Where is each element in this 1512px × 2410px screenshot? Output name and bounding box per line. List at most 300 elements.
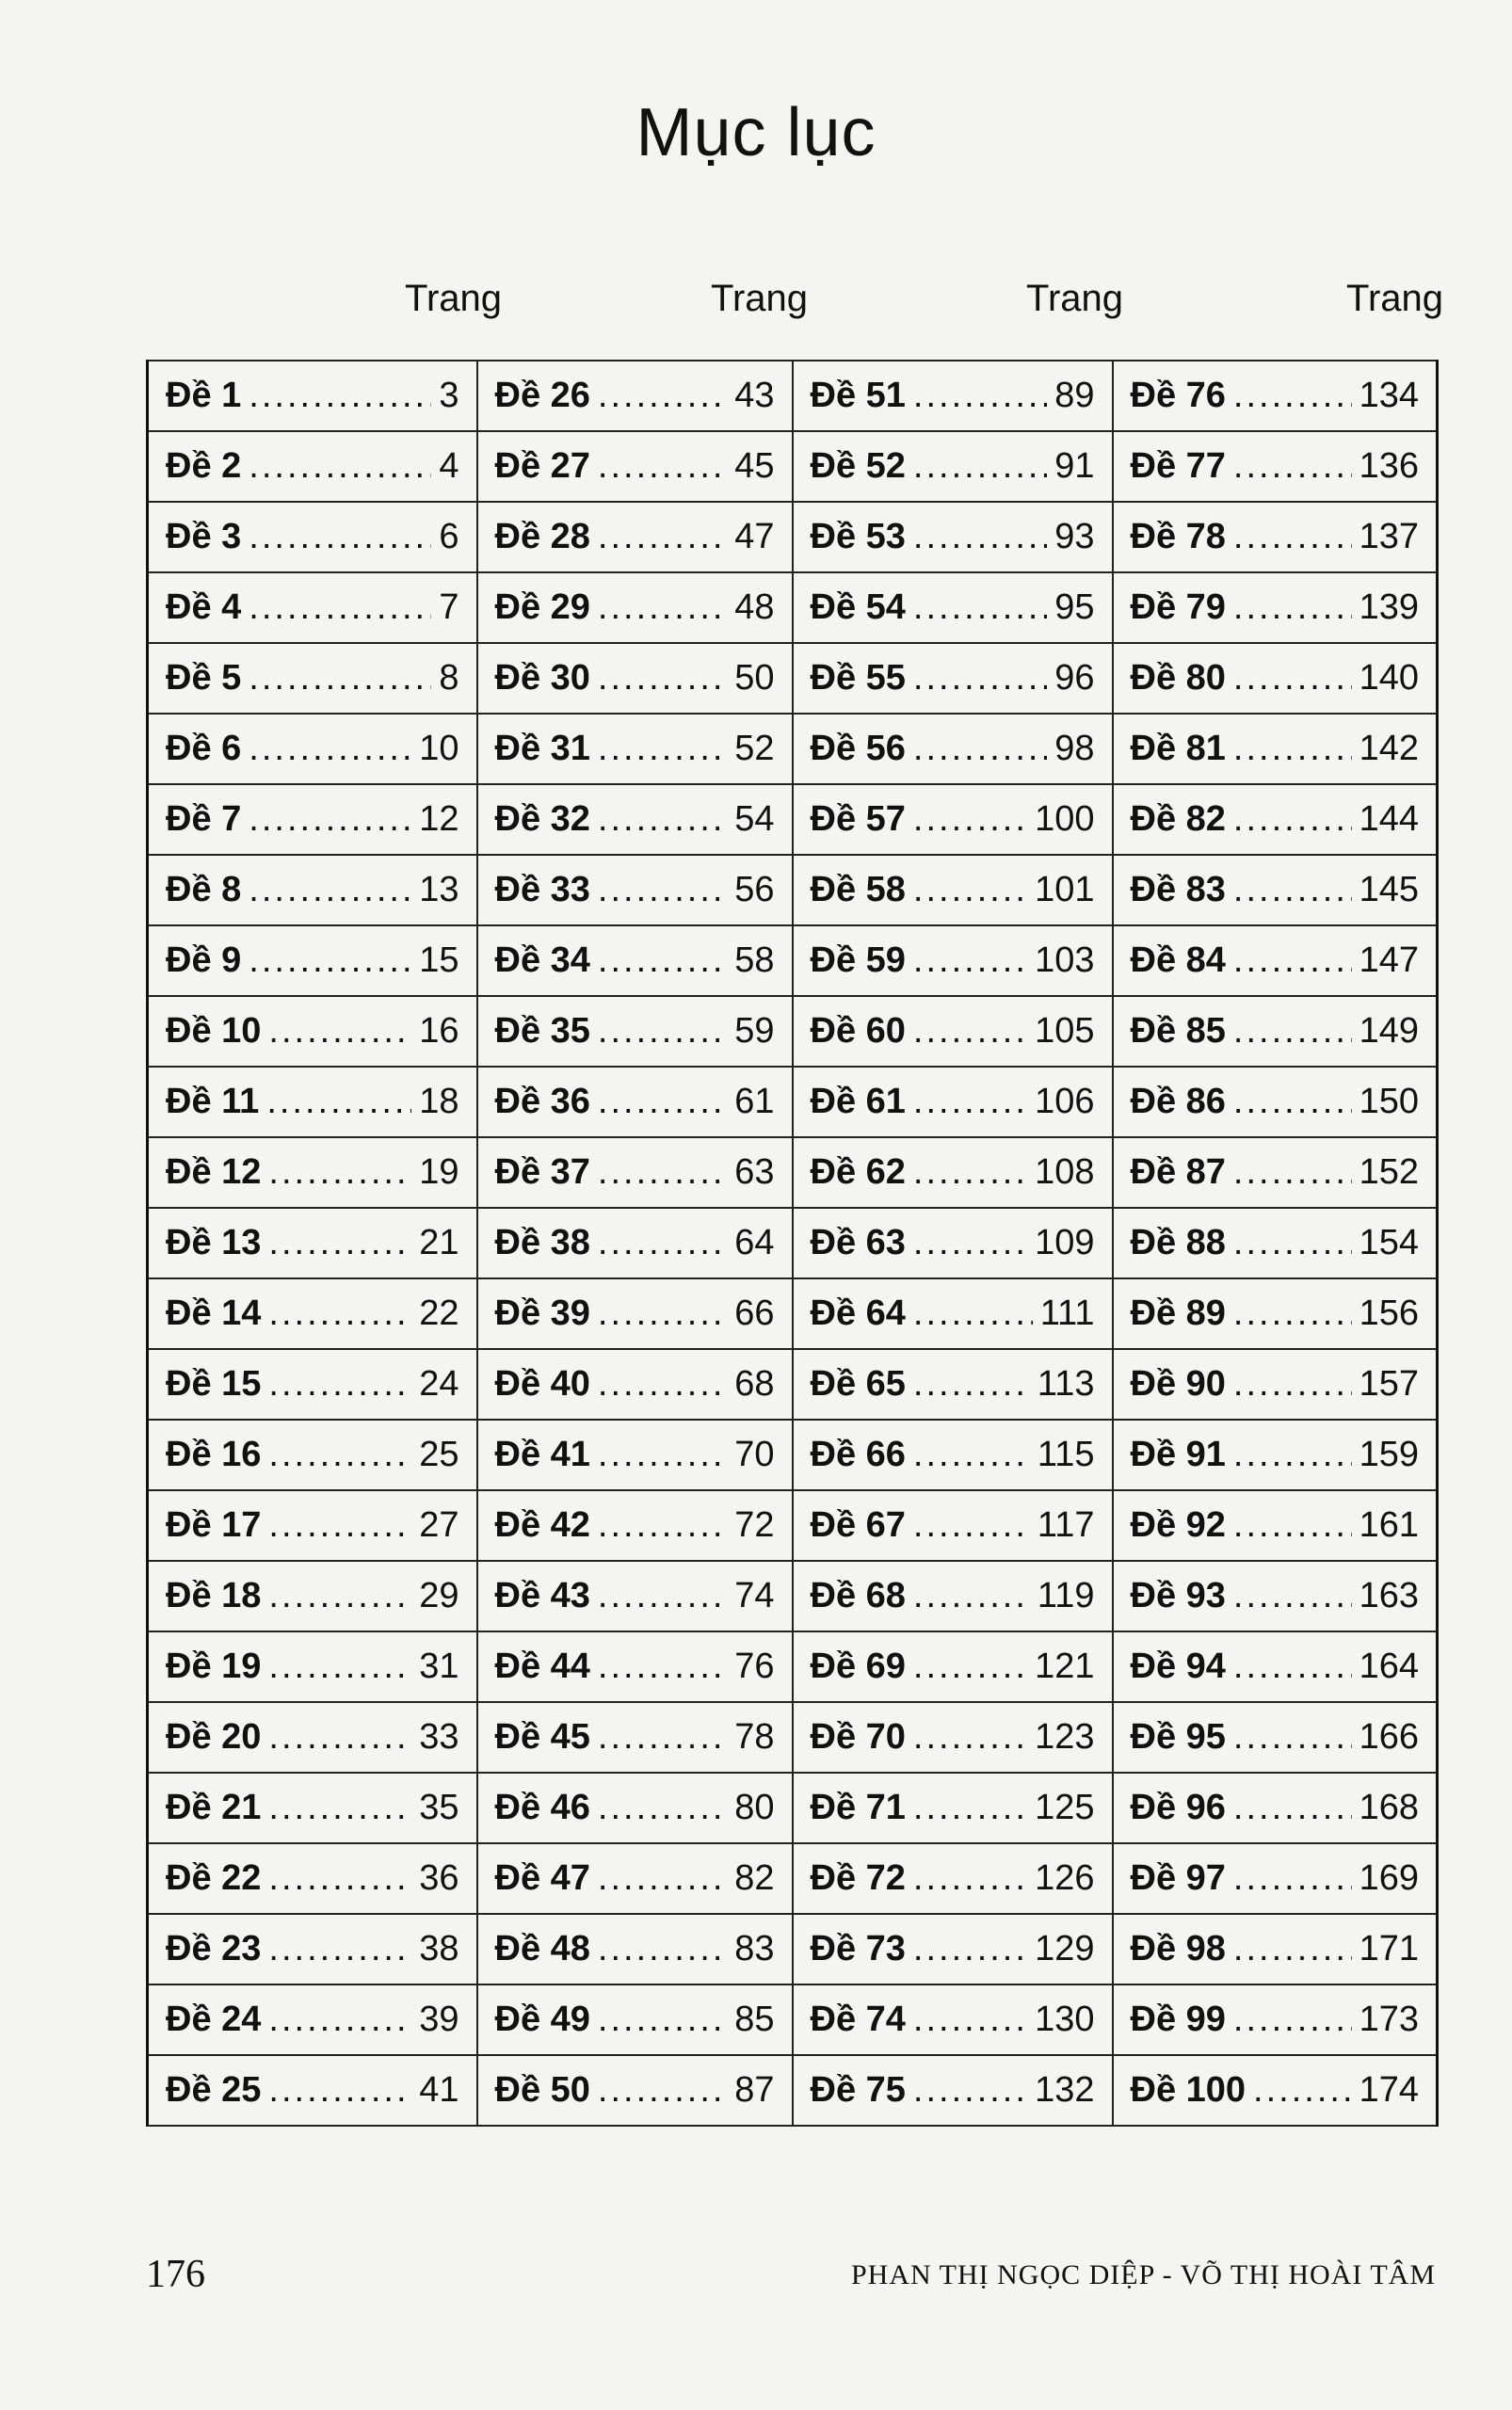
- dot-leader: [598, 1011, 727, 1052]
- entry-label: Đề 100: [1130, 2070, 1247, 2110]
- entry-page: 83: [734, 1929, 775, 1968]
- dot-leader: [249, 799, 411, 840]
- dot-leader: [1233, 446, 1352, 487]
- toc-entry: [793, 361, 1113, 431]
- entry-page: 171: [1359, 1929, 1419, 1968]
- entry-page: 61: [734, 1082, 775, 1121]
- entry-page: 50: [734, 658, 775, 698]
- entry-label: Đề 77: [1130, 446, 1226, 486]
- toc-entry: [1113, 2055, 1438, 2126]
- entry-label: Đề 97: [1130, 1858, 1226, 1898]
- entry-page: 4: [439, 446, 459, 486]
- toc-entry: [148, 1137, 477, 1208]
- toc-entry: [1113, 1984, 1438, 2055]
- column-headers: [146, 278, 1444, 334]
- entry-label: Đề 65: [810, 1364, 906, 1404]
- toc-entry: [477, 643, 793, 714]
- dot-leader: [913, 1364, 1030, 1405]
- entry-label: Đề 58: [810, 870, 906, 909]
- toc-entry: [477, 1561, 793, 1631]
- toc-entry: [1113, 1561, 1438, 1631]
- entry-label: Đề 76: [1130, 376, 1226, 415]
- entry-label: Đề 62: [810, 1152, 906, 1192]
- entry-page: 101: [1035, 870, 1095, 909]
- toc-entry: [148, 1278, 477, 1349]
- entry-page: 72: [734, 1505, 775, 1545]
- entry-label: Đề 14: [166, 1293, 262, 1333]
- entry-page: 117: [1037, 1505, 1095, 1545]
- entry-page: 48: [734, 587, 775, 627]
- entry-page: 41: [419, 2070, 459, 2110]
- entry-label: Đề 43: [494, 1576, 590, 1615]
- toc-entry: [793, 1561, 1113, 1631]
- entry-label: Đề 33: [494, 870, 590, 909]
- toc-entry: [477, 1773, 793, 1843]
- entry-page: 85: [734, 2000, 775, 2039]
- dot-leader: [913, 1788, 1027, 1828]
- toc-entry: [477, 572, 793, 643]
- toc-entry: [793, 572, 1113, 643]
- toc-entry: [1113, 1631, 1438, 1702]
- entry-label: Đề 81: [1130, 729, 1226, 768]
- dot-leader: [249, 517, 431, 557]
- entry-label: Đề 2: [166, 446, 242, 486]
- entry-page: 108: [1035, 1152, 1095, 1192]
- entry-label: Đề 72: [810, 1858, 906, 1898]
- toc-entry: [477, 431, 793, 502]
- entry-page: 136: [1359, 446, 1419, 486]
- dot-leader: [598, 1647, 727, 1687]
- dot-leader: [268, 2070, 411, 2111]
- toc-entry: [1113, 1278, 1438, 1349]
- entry-page: 126: [1035, 1858, 1095, 1898]
- toc-entry: [477, 2055, 793, 2126]
- dot-leader: [1233, 1929, 1352, 1969]
- entry-label: Đề 83: [1130, 870, 1226, 909]
- toc-row: [148, 1278, 1438, 1349]
- entry-page: 119: [1037, 1576, 1095, 1615]
- dot-leader: [1233, 1082, 1352, 1122]
- toc-entry: [1113, 1420, 1438, 1490]
- toc-entry: [148, 572, 477, 643]
- dot-leader: [913, 1505, 1030, 1546]
- toc-entry: [793, 1278, 1113, 1349]
- toc-row: [148, 1702, 1438, 1773]
- toc-entry: [793, 1208, 1113, 1278]
- dot-leader: [1233, 658, 1352, 699]
- toc-entry: [477, 925, 793, 996]
- toc-row: [148, 1420, 1438, 1490]
- dot-leader: [1233, 1364, 1352, 1405]
- entry-label: Đề 89: [1130, 1293, 1226, 1333]
- toc-entry: [477, 1490, 793, 1561]
- dot-leader: [268, 1929, 411, 1969]
- dot-leader: [913, 1152, 1027, 1193]
- dot-leader: [249, 870, 411, 910]
- toc-entry: [793, 784, 1113, 855]
- entry-label: Đề 30: [494, 658, 590, 698]
- entry-page: 130: [1035, 2000, 1095, 2039]
- dot-leader: [598, 1293, 727, 1334]
- entry-label: Đề 56: [810, 729, 906, 768]
- toc-entry: [793, 502, 1113, 572]
- dot-leader: [268, 1152, 411, 1193]
- entry-label: Đề 67: [810, 1505, 906, 1545]
- dot-leader: [913, 870, 1027, 910]
- toc-row: [148, 1349, 1438, 1420]
- entry-label: Đề 22: [166, 1858, 262, 1898]
- toc-entry: [148, 1843, 477, 1914]
- entry-page: 47: [734, 517, 775, 556]
- toc-entry: [793, 1490, 1113, 1561]
- entry-page: 106: [1035, 1082, 1095, 1121]
- toc-entry: [148, 1773, 477, 1843]
- toc-row: [148, 502, 1438, 572]
- dot-leader: [913, 2000, 1027, 2040]
- entry-page: 163: [1359, 1576, 1419, 1615]
- toc-entry: [477, 1843, 793, 1914]
- dot-leader: [268, 2000, 411, 2040]
- dot-leader: [249, 940, 411, 981]
- toc-entry: [477, 1631, 793, 1702]
- dot-leader: [913, 1011, 1027, 1052]
- toc-entry: [148, 784, 477, 855]
- toc-row: [148, 784, 1438, 855]
- entry-label: Đề 95: [1130, 1717, 1226, 1757]
- toc-row: [148, 1490, 1438, 1561]
- entry-label: Đề 71: [810, 1788, 906, 1827]
- toc-entry: [793, 2055, 1113, 2126]
- entry-page: 168: [1359, 1788, 1419, 1827]
- entry-page: 145: [1359, 870, 1419, 909]
- author-line: PHAN THỊ NGỌC DIỆP - VÕ THỊ HOÀI TÂM: [851, 2259, 1436, 2290]
- entry-page: 113: [1037, 1364, 1095, 1404]
- entry-label: Đề 18: [166, 1576, 262, 1615]
- dot-leader: [913, 1223, 1027, 1263]
- dot-leader: [1233, 729, 1352, 769]
- entry-page: 95: [1054, 587, 1095, 627]
- toc-entry: [1113, 1208, 1438, 1278]
- entry-label: Đề 51: [810, 376, 906, 415]
- toc-row: [148, 2055, 1438, 2126]
- dot-leader: [913, 1293, 1033, 1334]
- toc-entry: [793, 1914, 1113, 1984]
- dot-leader: [1233, 1788, 1352, 1828]
- toc-entry: [148, 1561, 477, 1631]
- toc-entry: [148, 714, 477, 784]
- toc-entry: [793, 996, 1113, 1067]
- dot-leader: [1233, 1293, 1352, 1334]
- entry-label: Đề 41: [494, 1435, 590, 1474]
- toc-row: [148, 1631, 1438, 1702]
- entry-page: 21: [419, 1223, 459, 1262]
- dot-leader: [913, 446, 1047, 487]
- toc-entry: [148, 643, 477, 714]
- entry-label: Đề 46: [494, 1788, 590, 1827]
- toc-entry: [793, 1349, 1113, 1420]
- entry-label: Đề 70: [810, 1717, 906, 1757]
- dot-leader: [249, 376, 431, 416]
- entry-label: Đề 40: [494, 1364, 590, 1404]
- dot-leader: [1233, 517, 1352, 557]
- toc-entry: [477, 1349, 793, 1420]
- dot-leader: [1233, 587, 1352, 628]
- page-footer: [146, 2252, 1436, 2308]
- entry-page: 87: [734, 2070, 775, 2110]
- toc-entry: [1113, 361, 1438, 431]
- dot-leader: [268, 1717, 411, 1758]
- toc-entry: [793, 431, 1113, 502]
- dot-leader: [249, 658, 431, 699]
- entry-label: Đề 39: [494, 1293, 590, 1333]
- dot-leader: [598, 446, 727, 487]
- entry-page: 52: [734, 729, 775, 768]
- entry-page: 6: [439, 517, 459, 556]
- toc-row: [148, 1914, 1438, 1984]
- entry-page: 43: [734, 376, 775, 415]
- entry-label: Đề 74: [810, 2000, 906, 2039]
- entry-page: 123: [1035, 1717, 1095, 1757]
- entry-label: Đề 44: [494, 1647, 590, 1686]
- dot-leader: [598, 2070, 727, 2111]
- toc-row: [148, 572, 1438, 643]
- entry-page: 150: [1359, 1082, 1419, 1121]
- entry-label: Đề 4: [166, 587, 242, 627]
- dot-leader: [249, 446, 431, 487]
- entry-page: 25: [419, 1435, 459, 1474]
- dot-leader: [268, 1011, 411, 1052]
- page-number: 176: [146, 2253, 205, 2296]
- dot-leader: [1253, 2070, 1352, 2111]
- toc-entry: [1113, 855, 1438, 925]
- dot-leader: [1233, 1717, 1352, 1758]
- entry-page: 115: [1037, 1435, 1095, 1474]
- column-header-1: Trang: [405, 278, 503, 319]
- entry-label: Đề 11: [166, 1082, 260, 1121]
- dot-leader: [913, 1082, 1027, 1122]
- entry-page: 134: [1359, 376, 1419, 415]
- entry-label: Đề 27: [494, 446, 590, 486]
- dot-leader: [249, 587, 431, 628]
- toc-entry: [1113, 1843, 1438, 1914]
- entry-page: 18: [419, 1082, 459, 1121]
- toc-entry: [793, 714, 1113, 784]
- entry-page: 12: [419, 799, 459, 839]
- dot-leader: [598, 870, 727, 910]
- entry-label: Đề 86: [1130, 1082, 1226, 1121]
- dot-leader: [913, 1435, 1030, 1475]
- entry-label: Đề 38: [494, 1223, 590, 1262]
- toc-row: [148, 431, 1438, 502]
- toc-table: [146, 360, 1439, 2127]
- column-header-4: Trang: [1346, 278, 1444, 319]
- entry-label: Đề 79: [1130, 587, 1226, 627]
- entry-label: Đề 98: [1130, 1929, 1226, 1968]
- entry-page: 7: [439, 587, 459, 627]
- dot-leader: [1233, 1435, 1352, 1475]
- entry-label: Đề 21: [166, 1788, 262, 1827]
- toc-entry: [1113, 1773, 1438, 1843]
- entry-page: 78: [734, 1717, 775, 1757]
- entry-page: 93: [1054, 517, 1095, 556]
- entry-page: 33: [419, 1717, 459, 1757]
- entry-label: Đề 47: [494, 1858, 590, 1898]
- toc-entry: [793, 1631, 1113, 1702]
- entry-label: Đề 8: [166, 870, 242, 909]
- toc-entry: [477, 1067, 793, 1137]
- entry-label: Đề 34: [494, 940, 590, 980]
- entry-page: 121: [1035, 1647, 1095, 1686]
- toc-row: [148, 1843, 1438, 1914]
- entry-label: Đề 45: [494, 1717, 590, 1757]
- entry-page: 157: [1359, 1364, 1419, 1404]
- entry-page: 140: [1359, 658, 1419, 698]
- dot-leader: [598, 1788, 727, 1828]
- entry-label: Đề 28: [494, 517, 590, 556]
- toc-entry: [793, 1773, 1113, 1843]
- entry-label: Đề 26: [494, 376, 590, 415]
- toc-entry: [1113, 1137, 1438, 1208]
- dot-leader: [913, 658, 1047, 699]
- entry-page: 111: [1039, 1293, 1095, 1333]
- toc-entry: [148, 925, 477, 996]
- toc-entry: [148, 431, 477, 502]
- entry-page: 27: [419, 1505, 459, 1545]
- toc-entry: [477, 1702, 793, 1773]
- entry-label: Đề 66: [810, 1435, 906, 1474]
- dot-leader: [1233, 2000, 1352, 2040]
- dot-leader: [913, 517, 1047, 557]
- toc-row: [148, 996, 1438, 1067]
- entry-label: Đề 91: [1130, 1435, 1226, 1474]
- toc-entry: [1113, 714, 1438, 784]
- dot-leader: [913, 940, 1027, 981]
- entry-label: Đề 42: [494, 1505, 590, 1545]
- dot-leader: [268, 1223, 411, 1263]
- entry-label: Đề 52: [810, 446, 906, 486]
- dot-leader: [913, 1576, 1030, 1616]
- toc-row: [148, 855, 1438, 925]
- entry-label: Đề 20: [166, 1717, 262, 1757]
- entry-page: 149: [1359, 1011, 1419, 1051]
- dot-leader: [913, 1929, 1027, 1969]
- entry-page: 80: [734, 1788, 775, 1827]
- toc-entry: [793, 643, 1113, 714]
- entry-label: Đề 1: [166, 376, 242, 415]
- entry-page: 166: [1359, 1717, 1419, 1757]
- toc-entry: [793, 1137, 1113, 1208]
- dot-leader: [1233, 1223, 1352, 1263]
- entry-label: Đề 82: [1130, 799, 1226, 839]
- dot-leader: [249, 729, 411, 769]
- entry-label: Đề 23: [166, 1929, 262, 1968]
- dot-leader: [268, 1858, 411, 1899]
- dot-leader: [598, 1364, 727, 1405]
- toc-row: [148, 1561, 1438, 1631]
- dot-leader: [598, 799, 727, 840]
- toc-entry: [477, 996, 793, 1067]
- toc-entry: [1113, 1067, 1438, 1137]
- entry-page: 13: [419, 870, 459, 909]
- toc-entry: [148, 1702, 477, 1773]
- entry-page: 74: [734, 1576, 775, 1615]
- dot-leader: [598, 658, 727, 699]
- toc-entry: [148, 1914, 477, 1984]
- entry-label: Đề 7: [166, 799, 242, 839]
- toc-entry: [477, 502, 793, 572]
- dot-leader: [598, 517, 727, 557]
- entry-page: 66: [734, 1293, 775, 1333]
- dot-leader: [1233, 940, 1352, 981]
- entry-page: 89: [1054, 376, 1095, 415]
- entry-label: Đề 94: [1130, 1647, 1226, 1686]
- entry-label: Đề 31: [494, 729, 590, 768]
- entry-page: 156: [1359, 1293, 1419, 1333]
- toc-entry: [1113, 643, 1438, 714]
- entry-page: 59: [734, 1011, 775, 1051]
- toc-entry: [793, 1067, 1113, 1137]
- toc-entry: [148, 1631, 477, 1702]
- entry-label: Đề 87: [1130, 1152, 1226, 1192]
- dot-leader: [913, 587, 1047, 628]
- toc-row: [148, 1208, 1438, 1278]
- entry-page: 100: [1035, 799, 1095, 839]
- entry-page: 98: [1054, 729, 1095, 768]
- entry-page: 132: [1035, 2070, 1095, 2110]
- entry-label: Đề 92: [1130, 1505, 1226, 1545]
- dot-leader: [598, 1858, 727, 1899]
- entry-label: Đề 85: [1130, 1011, 1226, 1051]
- entry-label: Đề 16: [166, 1435, 262, 1474]
- entry-label: Đề 54: [810, 587, 906, 627]
- entry-label: Đề 84: [1130, 940, 1226, 980]
- toc-entry: [148, 361, 477, 431]
- entry-label: Đề 69: [810, 1647, 906, 1686]
- entry-page: 3: [439, 376, 459, 415]
- dot-leader: [268, 1435, 411, 1475]
- toc-entry: [148, 855, 477, 925]
- dot-leader: [1233, 1647, 1352, 1687]
- entry-label: Đề 25: [166, 2070, 262, 2110]
- toc-entry: [1113, 784, 1438, 855]
- column-header-2: Trang: [711, 278, 809, 319]
- entry-page: 96: [1054, 658, 1095, 698]
- dot-leader: [266, 1082, 411, 1122]
- entry-page: 76: [734, 1647, 775, 1686]
- dot-leader: [268, 1647, 411, 1687]
- toc-entry: [477, 1137, 793, 1208]
- toc-entry: [1113, 431, 1438, 502]
- entry-label: Đề 80: [1130, 658, 1226, 698]
- dot-leader: [268, 1293, 411, 1334]
- column-header-3: Trang: [1026, 278, 1124, 319]
- toc-entry: [793, 1843, 1113, 1914]
- toc-entry: [148, 502, 477, 572]
- entry-page: 39: [419, 2000, 459, 2039]
- toc-entry: [477, 1420, 793, 1490]
- entry-page: 35: [419, 1788, 459, 1827]
- entry-label: Đề 68: [810, 1576, 906, 1615]
- dot-leader: [1233, 376, 1352, 416]
- entry-page: 91: [1054, 446, 1095, 486]
- dot-leader: [1233, 870, 1352, 910]
- dot-leader: [598, 1717, 727, 1758]
- entry-page: 174: [1359, 2070, 1419, 2110]
- dot-leader: [1233, 1858, 1352, 1899]
- toc-entry: [477, 1208, 793, 1278]
- entry-label: Đề 49: [494, 2000, 590, 2039]
- dot-leader: [1233, 1011, 1352, 1052]
